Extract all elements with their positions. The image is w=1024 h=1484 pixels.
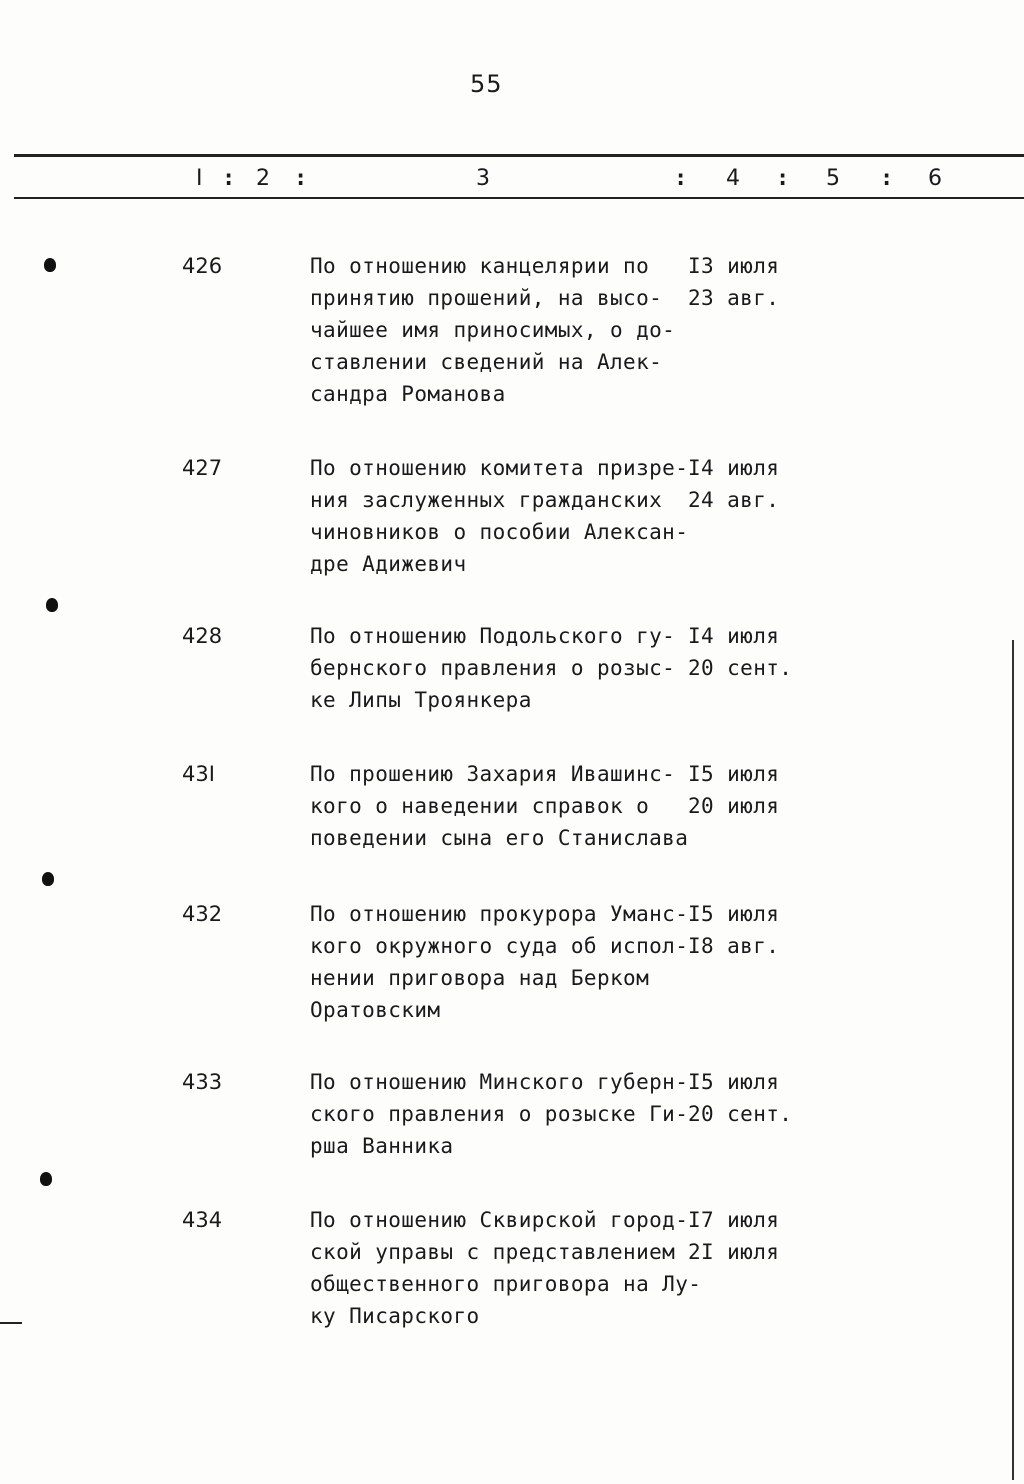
date-end: 2I июля xyxy=(688,1240,780,1264)
entry-number: 433 xyxy=(182,1070,223,1094)
entry-description xyxy=(310,1066,690,1162)
column-header-4: 4 xyxy=(726,166,740,191)
entry-dates xyxy=(688,620,792,684)
date-start: I4 июля xyxy=(688,456,780,480)
date-end: 20 сент. xyxy=(688,656,793,680)
entry-description xyxy=(310,898,690,1026)
column-header-6: 6 xyxy=(928,166,942,191)
date-start: I5 июля xyxy=(688,902,780,926)
column-separator: : xyxy=(674,166,688,191)
date-start: I5 июля xyxy=(688,762,780,786)
date-end: 20 июля xyxy=(688,794,780,818)
entry-line: По отношению Минского губерн- xyxy=(310,1070,689,1094)
entry-number: 434 xyxy=(182,1208,223,1232)
entry-description xyxy=(310,758,690,854)
column-header-5: 5 xyxy=(826,166,840,191)
entry-dates xyxy=(688,452,779,516)
column-separator: : xyxy=(222,166,236,191)
entry-line: ке Липы Троянкера xyxy=(310,688,532,712)
header-rule-bottom xyxy=(14,197,1024,199)
entry-line: ского правления о розыске Ги- xyxy=(310,1102,689,1126)
entry-dates xyxy=(688,1066,792,1130)
entry-number: 432 xyxy=(182,902,223,926)
column-separator: : xyxy=(880,166,894,191)
entry-description xyxy=(310,452,690,580)
entry-line: чиновников о пособии Алексан- xyxy=(310,520,689,544)
column-header-3: 3 xyxy=(476,166,490,191)
entry-line: поведении сына его Станислава xyxy=(310,826,689,850)
entry-line: ставлении сведений на Алек- xyxy=(310,350,663,374)
date-start: I7 июля xyxy=(688,1208,780,1232)
entry-dates xyxy=(688,250,779,314)
column-header-1: I xyxy=(196,166,203,191)
entry-line: кого о наведении справок о xyxy=(310,794,650,818)
binding-hole-mark xyxy=(44,258,56,272)
column-separator: : xyxy=(294,166,308,191)
binding-hole-mark xyxy=(46,598,58,612)
entry-dates xyxy=(688,898,779,962)
binding-hole-mark xyxy=(40,1172,52,1186)
column-separator: : xyxy=(776,166,790,191)
header-rule-top xyxy=(14,154,1024,157)
entry-line: чайшее имя приносимых, о до- xyxy=(310,318,676,342)
page-number: 55 xyxy=(470,70,503,98)
entry-description xyxy=(310,1204,702,1332)
entry-line: сандра Романова xyxy=(310,382,506,406)
entry-description xyxy=(310,620,690,716)
date-end: I8 авг. xyxy=(688,934,780,958)
entry-line: По отношению канцелярии по xyxy=(310,254,650,278)
date-start: I4 июля xyxy=(688,624,780,648)
margin-dash xyxy=(0,1322,22,1324)
entry-dates xyxy=(688,758,779,822)
entry-line: бернского правления о розыс- xyxy=(310,656,676,680)
entry-description xyxy=(310,250,690,410)
entry-line: нении приговора над Берком xyxy=(310,966,650,990)
entry-line: общественного приговора на Лу- xyxy=(310,1272,702,1296)
entry-line: По отношению прокурора Уманс- xyxy=(310,902,689,926)
page-edge-line xyxy=(1012,640,1014,1480)
entry-line: ской управы с представлением xyxy=(310,1240,676,1264)
entry-line: дре Адижевич xyxy=(310,552,467,576)
entry-line: кого окружного суда об испол- xyxy=(310,934,689,958)
entry-line: По отношению Подольского гу- xyxy=(310,624,676,648)
binding-hole-mark xyxy=(42,872,54,886)
date-start: I3 июля xyxy=(688,254,780,278)
entry-line: По отношению комитета призре- xyxy=(310,456,689,480)
column-header-2: 2 xyxy=(256,166,270,191)
entry-number: 43I xyxy=(182,762,215,786)
date-start: I5 июля xyxy=(688,1070,780,1094)
date-end: 20 сент. xyxy=(688,1102,793,1126)
entry-line: рша Ванника xyxy=(310,1134,454,1158)
entry-dates xyxy=(688,1204,779,1268)
entry-line: По отношению Сквирской город- xyxy=(310,1208,689,1232)
entry-number: 428 xyxy=(182,624,223,648)
entry-number: 426 xyxy=(182,254,223,278)
date-end: 24 авг. xyxy=(688,488,780,512)
entry-line: ния заслуженных гражданских xyxy=(310,488,663,512)
entry-line: Оратовским xyxy=(310,998,441,1022)
entry-line: По прошению Захария Ивашинс- xyxy=(310,762,676,786)
date-end: 23 авг. xyxy=(688,286,780,310)
entry-number: 427 xyxy=(182,456,223,480)
entry-line: ку Писарского xyxy=(310,1304,480,1328)
entry-line: принятию прошений, на высо- xyxy=(310,286,663,310)
